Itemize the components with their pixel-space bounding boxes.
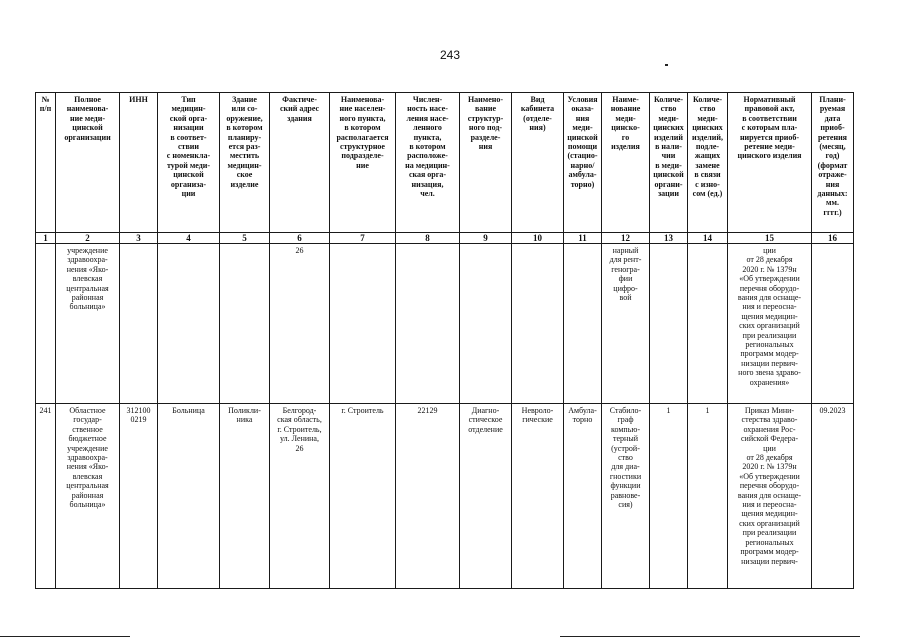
header-cell: Количе- ство меди- цинских изделий в нали- чии в меди- цинской органи- зации xyxy=(650,93,688,233)
column-number: 5 xyxy=(220,233,270,244)
column-number: 9 xyxy=(460,233,512,244)
column-number: 15 xyxy=(728,233,812,244)
header-cell: Наиме- нование меди- цинско- го изделия xyxy=(602,93,650,233)
cell-num: 241 xyxy=(36,404,56,589)
header-cell: ИНН xyxy=(120,93,158,233)
cell-address: Белгород- ская область, г. Строитель, ул. Ленина, 26 xyxy=(270,404,330,589)
column-number: 8 xyxy=(396,233,460,244)
cell-qty-replace xyxy=(688,244,728,404)
cell-org-name: Областное государ- ственное бюджетное учреждение здравоохра- нения «Яко- влевская центральная районная больница» xyxy=(56,404,120,589)
header-row xyxy=(36,93,854,233)
column-number: 3 xyxy=(120,233,158,244)
cell-qty-available: 1 xyxy=(650,404,688,589)
cell-num xyxy=(36,244,56,404)
header-cell: Нормативный правовой акт, в соответствии с которым пла- нируется приоб- ретение меди- цинского изделия xyxy=(728,93,812,233)
cell-device: Стабило- граф компью- терный (устрой- ство для диа- гностики функции равнове- сия) xyxy=(602,404,650,589)
scan-mark-right xyxy=(560,636,860,637)
header-cell: Наименова- ние населен- ного пункта, в котором располагается структурное подразделе- ние xyxy=(330,93,396,233)
column-number: 7 xyxy=(330,233,396,244)
page-number: 243 xyxy=(440,48,461,62)
column-number: 10 xyxy=(512,233,564,244)
header-cell: Тип медицин- ской орга- низации в соответ- ствии с номенкла- турой меди- цинской организа- ции xyxy=(158,93,220,233)
cell-subdivision: Диагно- стическое отделение xyxy=(460,404,512,589)
column-number: 14 xyxy=(688,233,728,244)
cell-building: Поликли- ника xyxy=(220,404,270,589)
cell-org-type xyxy=(158,244,220,404)
cell-population: 22129 xyxy=(396,404,460,589)
cell-device: нарный для рент- геногра- фии цифро- вой xyxy=(602,244,650,404)
cell-date: 09.2023 xyxy=(812,404,854,589)
cell-settlement: г. Строитель xyxy=(330,404,396,589)
cell-settlement xyxy=(330,244,396,404)
cell-subdivision xyxy=(460,244,512,404)
column-number: 6 xyxy=(270,233,330,244)
header-cell: Количе- ство меди- цинских изделий, подле- жащих замене в связи с изно- сом (ед.) xyxy=(688,93,728,233)
cell-inn: 312100 0219 xyxy=(120,404,158,589)
cell-legal-act: Приказ Мини- стерства здраво- охранения Рос- сийской Федера- ции от 28 декабря 2020 г. № 1379н «Об утверждении перечня оборудо- вания для оснаще- ния и переосна- щения медицин- ских организаций при реализации региональных программ модер- низации первич- xyxy=(728,404,812,589)
scan-mark-left xyxy=(0,636,130,637)
cell-cabinet xyxy=(512,244,564,404)
cell-org-type: Больница xyxy=(158,404,220,589)
column-number-row xyxy=(36,233,854,244)
scan-dot xyxy=(665,64,668,66)
header-cell: Вид кабинета (отделе- ния) xyxy=(512,93,564,233)
cell-conditions xyxy=(564,244,602,404)
column-number: 4 xyxy=(158,233,220,244)
cell-building xyxy=(220,244,270,404)
header-cell: Условия оказа- ния меди- цинской помощи (стацио- нарно/ амбула- торно) xyxy=(564,93,602,233)
cell-qty-available xyxy=(650,244,688,404)
header-cell: Числен- ность насе- ления насе- ленного пункта, в котором расположе- на медицин- ская орга- низация, чел. xyxy=(396,93,460,233)
cell-population xyxy=(396,244,460,404)
column-number: 12 xyxy=(602,233,650,244)
cell-inn xyxy=(120,244,158,404)
header-cell: Полное наименова- ние меди- цинской организации xyxy=(56,93,120,233)
column-number: 11 xyxy=(564,233,602,244)
header-cell: Плани- руемая дата приоб- ретения (месяц, год) (формат отраже- ния данных: мм. гггг.) xyxy=(812,93,854,233)
cell-date xyxy=(812,244,854,404)
header-cell: Фактиче- ский адрес здания xyxy=(270,93,330,233)
cell-conditions: Амбула- торно xyxy=(564,404,602,589)
column-number: 2 xyxy=(56,233,120,244)
table-row-continuation xyxy=(36,244,854,404)
column-number: 13 xyxy=(650,233,688,244)
cell-cabinet: Невроло- гические xyxy=(512,404,564,589)
header-cell: Здание или со- оружение, в котором планиру- ется раз- местить медицин- ское изделие xyxy=(220,93,270,233)
column-number: 1 xyxy=(36,233,56,244)
cell-address: 26 xyxy=(270,244,330,404)
table-row-241 xyxy=(36,404,854,589)
column-number: 16 xyxy=(812,233,854,244)
header-cell: Наимено- вание структур- ного под- разделе- ния xyxy=(460,93,512,233)
cell-legal-act: ции от 28 декабря 2020 г. № 1379н «Об утверждении перечня оборудо- вания для оснаще- ния и переосна- щения медицин- ских организаций при реализации региональных программ модер- низации первич- ного звена здраво- охранения» xyxy=(728,244,812,404)
header-cell: № п/п xyxy=(36,93,56,233)
device-table xyxy=(35,92,854,589)
cell-org-name: учреждение здравоохра- нения «Яко- влевская центральная районная больница» xyxy=(56,244,120,404)
cell-qty-replace: 1 xyxy=(688,404,728,589)
